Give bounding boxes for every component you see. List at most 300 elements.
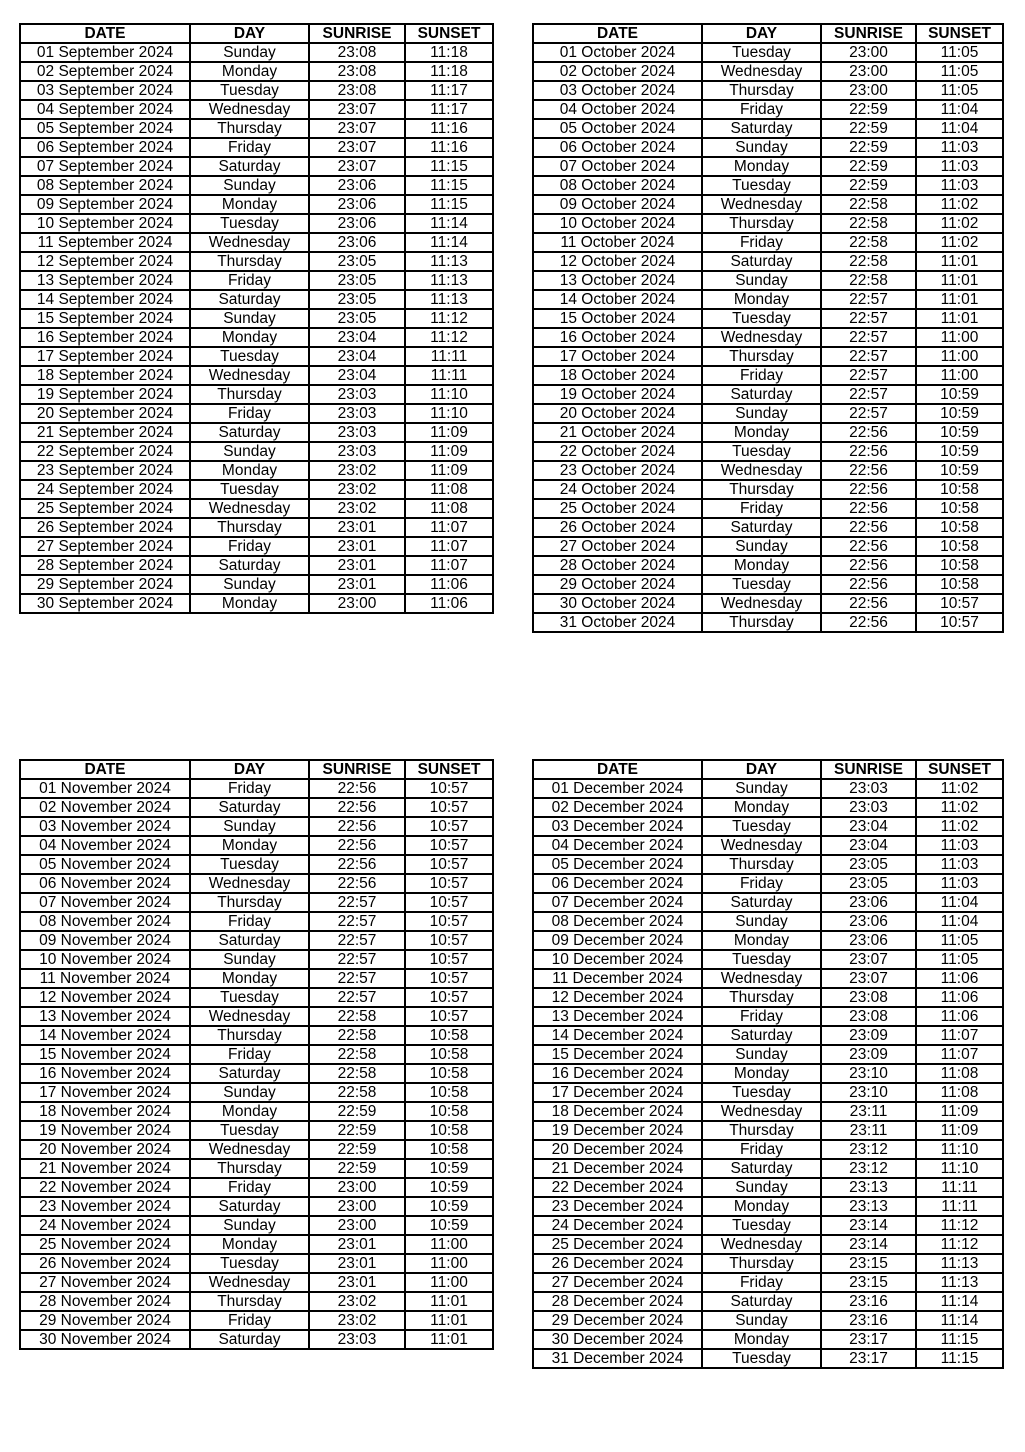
sunrise-cell: 22:56 — [309, 836, 405, 855]
sunrise-cell: 23:07 — [821, 969, 916, 988]
day-cell: Monday — [190, 461, 309, 480]
day-cell: Monday — [190, 969, 309, 988]
day-cell: Friday — [702, 233, 821, 252]
day-cell: Saturday — [702, 385, 821, 404]
date-header: DATE — [533, 24, 702, 43]
date-cell: 13 October 2024 — [533, 271, 702, 290]
date-cell: 19 October 2024 — [533, 385, 702, 404]
day-cell: Tuesday — [190, 1121, 309, 1140]
sunset-cell: 11:15 — [405, 157, 493, 176]
table-row — [20, 798, 493, 817]
date-cell: 03 October 2024 — [533, 81, 702, 100]
table-row — [20, 1159, 493, 1178]
date-cell: 04 September 2024 — [20, 100, 190, 119]
day-cell: Friday — [190, 1311, 309, 1330]
date-cell: 01 November 2024 — [20, 779, 190, 798]
date-cell: 10 December 2024 — [533, 950, 702, 969]
table-row — [533, 556, 1003, 575]
sunrise-cell: 22:59 — [821, 157, 916, 176]
table-row — [20, 290, 493, 309]
date-header: DATE — [20, 760, 190, 779]
table-row — [20, 779, 493, 798]
day-cell: Friday — [702, 100, 821, 119]
sunrise-cell: 22:56 — [821, 575, 916, 594]
table-row — [533, 1140, 1003, 1159]
table-row — [20, 1083, 493, 1102]
sunrise-cell: 23:08 — [309, 81, 405, 100]
day-cell: Friday — [702, 1273, 821, 1292]
sunrise-cell: 23:07 — [309, 157, 405, 176]
table-row — [20, 1121, 493, 1140]
table-row — [533, 988, 1003, 1007]
sunset-cell: 10:58 — [405, 1140, 493, 1159]
sunrise-cell: 22:56 — [821, 594, 916, 613]
sunset-cell: 11:04 — [916, 100, 1003, 119]
header-row — [20, 760, 493, 779]
date-cell: 02 September 2024 — [20, 62, 190, 81]
sunset-cell: 10:58 — [916, 556, 1003, 575]
date-cell: 22 October 2024 — [533, 442, 702, 461]
table-row — [20, 81, 493, 100]
sunrise-cell: 23:15 — [821, 1254, 916, 1273]
day-cell: Saturday — [702, 1026, 821, 1045]
table-row — [20, 931, 493, 950]
sunrise-cell: 22:57 — [309, 950, 405, 969]
table-row — [533, 1216, 1003, 1235]
day-cell: Monday — [702, 798, 821, 817]
sunrise-cell: 23:08 — [309, 43, 405, 62]
sunrise-cell: 22:59 — [309, 1102, 405, 1121]
date-cell: 12 December 2024 — [533, 988, 702, 1007]
day-cell: Monday — [190, 1102, 309, 1121]
sunrise-cell: 23:05 — [309, 290, 405, 309]
sunset-cell: 11:09 — [916, 1121, 1003, 1140]
day-cell: Thursday — [702, 214, 821, 233]
table-row — [20, 138, 493, 157]
sunrise-cell: 23:03 — [309, 404, 405, 423]
date-cell: 13 November 2024 — [20, 1007, 190, 1026]
table-row — [533, 575, 1003, 594]
day-cell: Saturday — [190, 1064, 309, 1083]
day-cell: Friday — [190, 404, 309, 423]
sunrise-cell: 23:10 — [821, 1083, 916, 1102]
table-row — [20, 1254, 493, 1273]
sunrise-cell: 23:06 — [309, 214, 405, 233]
sunrise-cell: 23:00 — [821, 62, 916, 81]
sunset-cell: 10:57 — [405, 855, 493, 874]
day-cell: Saturday — [702, 119, 821, 138]
table-row — [20, 309, 493, 328]
day-cell: Tuesday — [702, 442, 821, 461]
day-cell: Sunday — [190, 1216, 309, 1235]
date-cell: 26 November 2024 — [20, 1254, 190, 1273]
sunset-cell: 11:05 — [916, 43, 1003, 62]
day-cell: Wednesday — [702, 328, 821, 347]
sunset-cell: 11:13 — [916, 1254, 1003, 1273]
table-row — [533, 537, 1003, 556]
sunset-header: SUNSET — [916, 24, 1003, 43]
table-row — [533, 271, 1003, 290]
sunset-cell: 11:04 — [916, 893, 1003, 912]
day-cell: Friday — [190, 779, 309, 798]
date-cell: 09 November 2024 — [20, 931, 190, 950]
day-cell: Saturday — [702, 518, 821, 537]
date-cell: 11 October 2024 — [533, 233, 702, 252]
day-cell: Monday — [702, 423, 821, 442]
sunrise-cell: 22:56 — [821, 537, 916, 556]
date-cell: 08 October 2024 — [533, 176, 702, 195]
sunrise-cell: 23:09 — [821, 1045, 916, 1064]
day-cell: Sunday — [190, 950, 309, 969]
date-cell: 03 December 2024 — [533, 817, 702, 836]
sunrise-cell: 22:59 — [309, 1140, 405, 1159]
date-cell: 26 December 2024 — [533, 1254, 702, 1273]
date-cell: 14 September 2024 — [20, 290, 190, 309]
sunrise-cell: 22:56 — [821, 613, 916, 632]
date-cell: 14 December 2024 — [533, 1026, 702, 1045]
date-cell: 17 November 2024 — [20, 1083, 190, 1102]
table-row — [20, 1140, 493, 1159]
sunset-cell: 11:05 — [916, 950, 1003, 969]
table-row — [533, 499, 1003, 518]
day-cell: Tuesday — [702, 1083, 821, 1102]
date-cell: 25 September 2024 — [20, 499, 190, 518]
day-cell: Sunday — [702, 1311, 821, 1330]
sunset-header: SUNSET — [405, 760, 493, 779]
sunrise-cell: 23:07 — [309, 100, 405, 119]
date-cell: 08 December 2024 — [533, 912, 702, 931]
sunrise-cell: 23:01 — [309, 537, 405, 556]
table-row — [533, 1273, 1003, 1292]
sunset-cell: 10:58 — [916, 499, 1003, 518]
date-cell: 04 November 2024 — [20, 836, 190, 855]
sunset-cell: 11:03 — [916, 157, 1003, 176]
sunset-cell: 11:05 — [916, 81, 1003, 100]
sunrise-cell: 23:09 — [821, 1026, 916, 1045]
day-cell: Monday — [190, 328, 309, 347]
date-cell: 29 September 2024 — [20, 575, 190, 594]
table-row — [20, 461, 493, 480]
table-row — [533, 252, 1003, 271]
sunset-cell: 11:16 — [405, 119, 493, 138]
sunset-cell: 11:06 — [916, 988, 1003, 1007]
sunset-cell: 11:03 — [916, 874, 1003, 893]
table-row — [533, 1007, 1003, 1026]
sunrise-cell: 22:56 — [821, 442, 916, 461]
date-cell: 07 December 2024 — [533, 893, 702, 912]
day-cell: Saturday — [702, 1292, 821, 1311]
table-row — [20, 347, 493, 366]
sunset-cell: 11:13 — [405, 271, 493, 290]
day-cell: Monday — [702, 931, 821, 950]
day-header: DAY — [190, 24, 309, 43]
header-row — [20, 24, 493, 43]
sunset-cell: 11:10 — [916, 1159, 1003, 1178]
day-cell: Monday — [190, 195, 309, 214]
sunset-cell: 11:06 — [405, 575, 493, 594]
date-cell: 15 December 2024 — [533, 1045, 702, 1064]
date-cell: 12 October 2024 — [533, 252, 702, 271]
sunrise-cell: 23:03 — [821, 779, 916, 798]
date-cell: 06 December 2024 — [533, 874, 702, 893]
day-header: DAY — [702, 760, 821, 779]
table-row — [533, 138, 1003, 157]
sunset-cell: 10:58 — [916, 575, 1003, 594]
date-cell: 05 November 2024 — [20, 855, 190, 874]
day-cell: Friday — [702, 499, 821, 518]
day-cell: Wednesday — [190, 499, 309, 518]
sunset-cell: 11:03 — [916, 836, 1003, 855]
september-table — [19, 23, 494, 614]
date-cell: 02 October 2024 — [533, 62, 702, 81]
day-cell: Sunday — [190, 43, 309, 62]
table-row — [533, 1083, 1003, 1102]
sunset-cell: 10:58 — [405, 1045, 493, 1064]
table-row — [533, 779, 1003, 798]
day-cell: Wednesday — [190, 1007, 309, 1026]
sunset-cell: 10:59 — [916, 385, 1003, 404]
date-cell: 19 November 2024 — [20, 1121, 190, 1140]
day-cell: Sunday — [702, 404, 821, 423]
day-cell: Monday — [190, 1235, 309, 1254]
sunset-cell: 10:57 — [405, 779, 493, 798]
day-cell: Tuesday — [190, 214, 309, 233]
sunset-cell: 10:57 — [405, 912, 493, 931]
date-cell: 07 October 2024 — [533, 157, 702, 176]
sunrise-cell: 22:59 — [821, 138, 916, 157]
sunrise-cell: 23:05 — [821, 874, 916, 893]
november-table — [19, 759, 494, 1350]
day-cell: Thursday — [190, 119, 309, 138]
sunrise-cell: 23:04 — [821, 817, 916, 836]
date-cell: 30 September 2024 — [20, 594, 190, 613]
day-cell: Thursday — [702, 613, 821, 632]
table-row — [20, 271, 493, 290]
day-cell: Thursday — [190, 385, 309, 404]
day-cell: Tuesday — [190, 480, 309, 499]
day-cell: Saturday — [702, 893, 821, 912]
sunset-header: SUNSET — [916, 760, 1003, 779]
day-cell: Wednesday — [702, 1235, 821, 1254]
date-cell: 23 October 2024 — [533, 461, 702, 480]
date-cell: 02 November 2024 — [20, 798, 190, 817]
table-row — [533, 1254, 1003, 1273]
sunset-cell: 11:14 — [405, 233, 493, 252]
date-cell: 22 December 2024 — [533, 1178, 702, 1197]
table-row — [533, 1045, 1003, 1064]
table-row — [20, 385, 493, 404]
day-cell: Monday — [702, 556, 821, 575]
sunrise-header: SUNRISE — [309, 760, 405, 779]
table-row — [533, 874, 1003, 893]
date-cell: 26 October 2024 — [533, 518, 702, 537]
date-cell: 08 November 2024 — [20, 912, 190, 931]
table-row — [533, 1064, 1003, 1083]
date-cell: 20 November 2024 — [20, 1140, 190, 1159]
date-cell: 28 October 2024 — [533, 556, 702, 575]
date-cell: 02 December 2024 — [533, 798, 702, 817]
sunrise-cell: 22:57 — [309, 988, 405, 1007]
table-row — [533, 290, 1003, 309]
sunset-cell: 10:59 — [916, 404, 1003, 423]
date-cell: 27 December 2024 — [533, 1273, 702, 1292]
sunrise-cell: 23:12 — [821, 1159, 916, 1178]
sunset-cell: 11:02 — [916, 214, 1003, 233]
sunrise-cell: 22:58 — [309, 1026, 405, 1045]
sunrise-cell: 22:56 — [309, 798, 405, 817]
date-cell: 21 December 2024 — [533, 1159, 702, 1178]
sunrise-cell: 23:00 — [821, 81, 916, 100]
table-row — [20, 1311, 493, 1330]
date-cell: 22 November 2024 — [20, 1178, 190, 1197]
table-row — [533, 594, 1003, 613]
table-row — [533, 366, 1003, 385]
table-row — [533, 442, 1003, 461]
table-row — [20, 233, 493, 252]
table-row — [20, 969, 493, 988]
sunset-cell: 11:15 — [405, 195, 493, 214]
table-row — [20, 43, 493, 62]
sunset-cell: 11:11 — [916, 1197, 1003, 1216]
table-row — [533, 214, 1003, 233]
sunset-cell: 10:57 — [405, 893, 493, 912]
table-row — [20, 1045, 493, 1064]
day-cell: Monday — [190, 836, 309, 855]
day-cell: Tuesday — [190, 347, 309, 366]
sunrise-cell: 23:05 — [309, 271, 405, 290]
date-cell: 19 September 2024 — [20, 385, 190, 404]
sunset-cell: 11:12 — [916, 1216, 1003, 1235]
day-cell: Monday — [702, 1330, 821, 1349]
sunset-cell: 10:58 — [916, 480, 1003, 499]
day-cell: Thursday — [190, 1159, 309, 1178]
day-cell: Saturday — [190, 556, 309, 575]
sunrise-cell: 23:14 — [821, 1216, 916, 1235]
date-cell: 10 November 2024 — [20, 950, 190, 969]
sunrise-cell: 23:06 — [309, 195, 405, 214]
sunrise-cell: 23:11 — [821, 1121, 916, 1140]
sunset-cell: 11:06 — [916, 969, 1003, 988]
day-cell: Saturday — [190, 290, 309, 309]
day-cell: Tuesday — [702, 43, 821, 62]
date-cell: 13 December 2024 — [533, 1007, 702, 1026]
date-cell: 16 December 2024 — [533, 1064, 702, 1083]
day-cell: Sunday — [190, 442, 309, 461]
sunset-cell: 11:00 — [916, 328, 1003, 347]
day-cell: Friday — [190, 1178, 309, 1197]
day-cell: Sunday — [190, 817, 309, 836]
day-cell: Tuesday — [190, 1254, 309, 1273]
sunset-cell: 11:14 — [405, 214, 493, 233]
sunset-cell: 11:17 — [405, 81, 493, 100]
date-cell: 27 November 2024 — [20, 1273, 190, 1292]
sunset-cell: 11:01 — [916, 271, 1003, 290]
sunrise-cell: 23:00 — [821, 43, 916, 62]
day-cell: Friday — [190, 138, 309, 157]
table-row — [20, 518, 493, 537]
day-cell: Thursday — [190, 1292, 309, 1311]
sunset-cell: 11:07 — [916, 1026, 1003, 1045]
table-row — [20, 499, 493, 518]
sunset-cell: 10:58 — [405, 1102, 493, 1121]
date-cell: 28 December 2024 — [533, 1292, 702, 1311]
sunrise-cell: 23:07 — [309, 138, 405, 157]
table-row — [533, 1178, 1003, 1197]
sunrise-cell: 22:57 — [309, 893, 405, 912]
day-cell: Friday — [702, 1007, 821, 1026]
table-row — [533, 404, 1003, 423]
sunrise-cell: 23:02 — [309, 1311, 405, 1330]
table-row — [533, 912, 1003, 931]
day-cell: Friday — [702, 1140, 821, 1159]
day-cell: Tuesday — [702, 1216, 821, 1235]
sunset-cell: 11:00 — [405, 1273, 493, 1292]
sunrise-cell: 23:03 — [309, 385, 405, 404]
date-cell: 16 September 2024 — [20, 328, 190, 347]
table-row — [20, 1026, 493, 1045]
date-cell: 11 December 2024 — [533, 969, 702, 988]
date-cell: 23 September 2024 — [20, 461, 190, 480]
sunrise-cell: 22:56 — [309, 779, 405, 798]
date-cell: 16 November 2024 — [20, 1064, 190, 1083]
date-cell: 11 November 2024 — [20, 969, 190, 988]
sunrise-cell: 22:58 — [821, 214, 916, 233]
date-cell: 29 November 2024 — [20, 1311, 190, 1330]
sunrise-cell: 22:59 — [821, 119, 916, 138]
day-cell: Sunday — [190, 1083, 309, 1102]
sunset-cell: 10:57 — [405, 988, 493, 1007]
day-cell: Friday — [190, 271, 309, 290]
sunset-cell: 10:57 — [916, 594, 1003, 613]
sunset-cell: 11:04 — [916, 119, 1003, 138]
sunrise-cell: 22:58 — [821, 233, 916, 252]
day-cell: Wednesday — [190, 1140, 309, 1159]
day-cell: Sunday — [190, 575, 309, 594]
date-cell: 09 September 2024 — [20, 195, 190, 214]
sunrise-cell: 22:56 — [821, 518, 916, 537]
sunrise-cell: 22:58 — [309, 1083, 405, 1102]
sunset-cell: 10:57 — [405, 817, 493, 836]
sunset-cell: 11:10 — [916, 1140, 1003, 1159]
sunset-cell: 11:06 — [405, 594, 493, 613]
sunrise-cell: 22:58 — [821, 195, 916, 214]
date-cell: 03 November 2024 — [20, 817, 190, 836]
sunrise-cell: 23:00 — [309, 1178, 405, 1197]
sunset-cell: 10:57 — [405, 931, 493, 950]
sunset-cell: 11:18 — [405, 62, 493, 81]
sunset-cell: 10:59 — [405, 1197, 493, 1216]
date-cell: 30 December 2024 — [533, 1330, 702, 1349]
table-row — [533, 309, 1003, 328]
day-cell: Tuesday — [702, 950, 821, 969]
sunset-cell: 10:58 — [405, 1026, 493, 1045]
table-row — [533, 836, 1003, 855]
sunset-cell: 11:11 — [405, 366, 493, 385]
sunrise-cell: 22:59 — [309, 1121, 405, 1140]
date-cell: 18 October 2024 — [533, 366, 702, 385]
sunset-cell: 11:12 — [405, 309, 493, 328]
table-row — [533, 1349, 1003, 1368]
day-cell: Wednesday — [190, 1273, 309, 1292]
date-cell: 27 September 2024 — [20, 537, 190, 556]
sunset-cell: 11:08 — [916, 1083, 1003, 1102]
sunrise-cell: 22:57 — [821, 328, 916, 347]
sunrise-cell: 23:16 — [821, 1292, 916, 1311]
sunrise-cell: 23:01 — [309, 518, 405, 537]
day-cell: Sunday — [702, 1178, 821, 1197]
sunrise-cell: 23:13 — [821, 1197, 916, 1216]
date-cell: 24 November 2024 — [20, 1216, 190, 1235]
